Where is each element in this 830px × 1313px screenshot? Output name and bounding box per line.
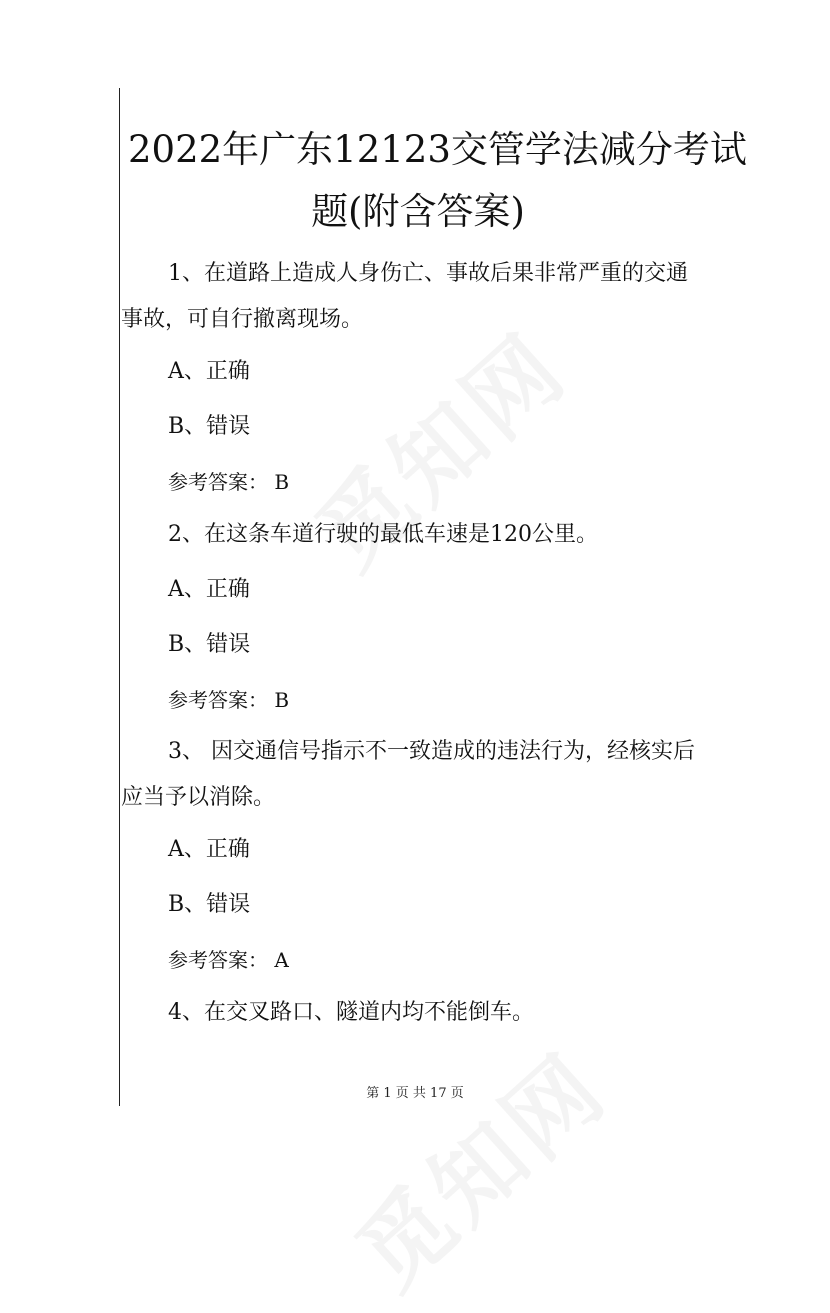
question-4-text-line1: 4、在交叉路口、隧道内均不能倒车。 bbox=[168, 1000, 534, 1025]
question-1-option-a: A、正确 bbox=[168, 359, 250, 384]
margin-line bbox=[119, 88, 120, 1106]
question-3-option-b: B、错误 bbox=[168, 892, 251, 917]
document-title-line1: 2022年广东12123交管学法减分考试 bbox=[128, 128, 747, 171]
question-1-answer: 参考答案： B bbox=[168, 470, 290, 494]
question-1-text-line2: 事故，可自行撤离现场。 bbox=[121, 307, 364, 332]
question-3-option-a: A、正确 bbox=[168, 837, 250, 862]
question-2-option-a: A、正确 bbox=[168, 577, 250, 602]
page-footer: 第 1 页 共 17 页 bbox=[366, 1086, 464, 1101]
question-3-text-line2: 应当予以消除。 bbox=[121, 785, 276, 810]
document-title-line2: 题(附含答案) bbox=[311, 190, 525, 233]
question-3-text-line1: 3、 因交通信号指示不一致造成的违法行为，经核实后 bbox=[168, 739, 695, 764]
question-2-answer: 参考答案： B bbox=[168, 688, 290, 712]
question-2-text-line1: 2、在这条车道行驶的最低车速是120公里。 bbox=[168, 522, 598, 547]
question-2-option-b: B、错误 bbox=[168, 632, 251, 657]
watermark-bottom bbox=[324, 1019, 631, 1313]
question-3-answer: 参考答案： A bbox=[168, 948, 289, 972]
question-1-text-line1: 1、在道路上造成人身伤亡、事故后果非常严重的交通 bbox=[168, 261, 688, 286]
question-1-option-b: B、错误 bbox=[168, 414, 251, 439]
